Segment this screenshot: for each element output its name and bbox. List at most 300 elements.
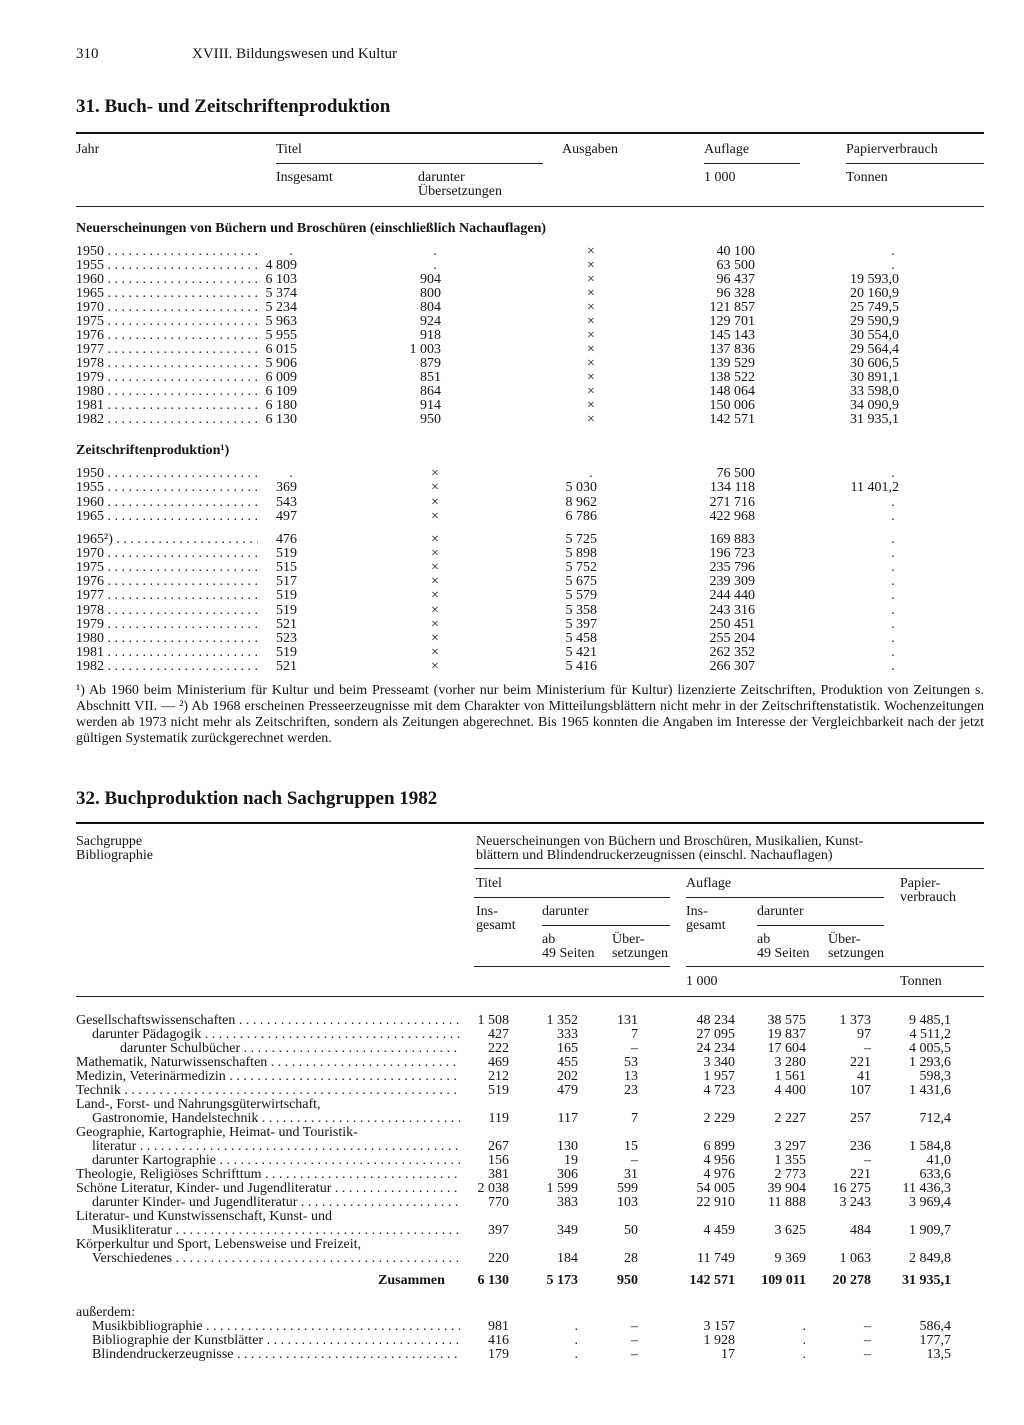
year-cell: 1982 . . . bbox=[76, 660, 258, 674]
year-cell: 1975 . . . bbox=[76, 315, 258, 329]
row-label: Körperkultur und Sport, Lebensweise und Freizeit, bbox=[76, 1237, 361, 1252]
row-label: darunter Pädagogik . . . bbox=[92, 1028, 460, 1041]
insgesamt-cell: 6 103 bbox=[265, 272, 297, 287]
value-cell: 39 904 bbox=[767, 1181, 806, 1196]
ausgaben-cell: × bbox=[587, 412, 595, 427]
value-cell: 9 369 bbox=[774, 1251, 806, 1266]
value-cell: 7 bbox=[631, 1111, 638, 1126]
year-cell: 1965 . . . bbox=[76, 510, 258, 524]
ausserdem-label: außerdem: bbox=[76, 1305, 136, 1320]
auflage-cell: 169 883 bbox=[709, 532, 755, 547]
total-cell: 20 278 bbox=[832, 1273, 871, 1288]
uebersetzungen-cell: × bbox=[431, 546, 439, 562]
span-line-2: blättern und Blindendruckerzeugnissen (einschl. Nachauflagen) bbox=[476, 848, 833, 863]
value-cell: 599 bbox=[617, 1181, 638, 1196]
auflage-cell: 138 522 bbox=[709, 370, 755, 385]
papier-cell: 30 891,1 bbox=[850, 370, 899, 385]
ausgaben-cell: × bbox=[587, 300, 595, 315]
table-row bbox=[0, 467, 1024, 481]
value-cell: 479 bbox=[557, 1083, 578, 1098]
table-row bbox=[0, 533, 1024, 547]
table-31-header-rule bbox=[76, 206, 984, 207]
value-cell: 9 485,1 bbox=[909, 1013, 951, 1028]
uebersetzungen-cell: × bbox=[431, 494, 439, 510]
year-cell: 1976 . . . bbox=[76, 329, 258, 343]
auflage-cell: 148 064 bbox=[709, 384, 755, 399]
value-cell: 349 bbox=[557, 1223, 578, 1238]
ausgaben-cell: 5 358 bbox=[565, 602, 597, 618]
unit-tonnen-32: Tonnen bbox=[900, 974, 942, 989]
value-cell: 11 888 bbox=[768, 1195, 806, 1210]
value-cell: 131 bbox=[617, 1013, 638, 1028]
papier-cell: 31 935,1 bbox=[850, 412, 899, 427]
value-cell: 54 005 bbox=[696, 1181, 735, 1196]
value-cell: 1 293,6 bbox=[909, 1055, 951, 1070]
uebersetzungen-cell: × bbox=[431, 532, 439, 547]
uebersetzungen-cell: × bbox=[431, 616, 439, 632]
table-row bbox=[0, 315, 1024, 329]
insgesamt-cell: 5 234 bbox=[265, 300, 297, 315]
row-label: Verschiedenes . . . bbox=[92, 1252, 460, 1265]
value-cell: 117 bbox=[557, 1111, 578, 1126]
ausgaben-cell: 5 030 bbox=[565, 480, 597, 496]
uebersetzungen-cell: × bbox=[431, 658, 439, 674]
value-cell: 24 234 bbox=[696, 1041, 735, 1056]
row-label: Medizin, Veterinärmedizin . . . bbox=[76, 1070, 460, 1083]
extra-value-cell: 177,7 bbox=[919, 1333, 951, 1348]
value-cell: 165 bbox=[557, 1041, 578, 1056]
table-row bbox=[0, 413, 1024, 427]
ausgaben-cell: 5 421 bbox=[565, 644, 597, 660]
titel-rule bbox=[276, 163, 543, 164]
insgesamt-cell: 6 180 bbox=[265, 398, 297, 413]
extra-value-cell: – bbox=[864, 1347, 871, 1362]
total-label: Zusammen bbox=[378, 1273, 445, 1288]
extra-value-cell: . bbox=[574, 1347, 578, 1362]
ausgaben-cell: 5 725 bbox=[565, 532, 597, 547]
total-cell: 5 173 bbox=[546, 1273, 578, 1288]
extra-value-cell: 17 bbox=[721, 1347, 735, 1362]
table-row bbox=[0, 273, 1024, 287]
insgesamt-cell: 5 955 bbox=[265, 328, 297, 343]
value-cell: 4 459 bbox=[703, 1223, 735, 1238]
value-cell: 333 bbox=[557, 1027, 578, 1042]
value-cell: – bbox=[631, 1153, 638, 1168]
col-jahr: Jahr bbox=[76, 142, 100, 157]
papier-cell: . bbox=[891, 560, 895, 576]
col-papier-32a: Papier- bbox=[900, 876, 941, 891]
total-cell: 950 bbox=[617, 1273, 638, 1288]
extra-value-cell: 1 928 bbox=[703, 1333, 735, 1348]
row-label: darunter Kartographie . . . bbox=[92, 1154, 460, 1167]
value-cell: 4 956 bbox=[703, 1153, 735, 1168]
value-cell: 103 bbox=[617, 1195, 638, 1210]
auflage-cell: 235 796 bbox=[709, 560, 755, 576]
insgesamt-cell: 519 bbox=[276, 602, 297, 618]
col-ab-aufl-2: 49 Seiten bbox=[757, 946, 810, 961]
value-cell: 770 bbox=[488, 1195, 509, 1210]
papier-cell: 30 606,5 bbox=[850, 356, 899, 371]
papier-cell: 29 564,4 bbox=[850, 342, 899, 357]
row-label: Musikliteratur . . . bbox=[92, 1224, 460, 1237]
value-cell: 2 038 bbox=[477, 1181, 509, 1196]
value-cell: 119 bbox=[488, 1111, 509, 1126]
papier-cell: . bbox=[891, 574, 895, 590]
table-32-top-rule bbox=[76, 822, 984, 824]
insgesamt-cell: 519 bbox=[276, 644, 297, 660]
uebersetzungen-cell: × bbox=[431, 508, 439, 524]
year-cell: 1955 . . . bbox=[76, 259, 258, 273]
papier-cell: . bbox=[891, 532, 895, 547]
value-cell: 11 436,3 bbox=[902, 1181, 951, 1196]
year-cell: 1965 . . . bbox=[76, 287, 258, 301]
table-row bbox=[0, 357, 1024, 371]
value-cell: 31 bbox=[624, 1167, 638, 1182]
value-cell: 397 bbox=[488, 1223, 509, 1238]
value-cell: 4 005,5 bbox=[909, 1041, 951, 1056]
value-cell: 3 280 bbox=[774, 1055, 806, 1070]
extra-value-cell: . bbox=[802, 1319, 806, 1334]
extra-value-cell: 416 bbox=[488, 1333, 509, 1348]
ausgaben-cell: × bbox=[587, 286, 595, 301]
auflage-cell: 262 352 bbox=[709, 644, 755, 660]
uebersetzungen-cell: × bbox=[431, 602, 439, 618]
total-cell: 31 935,1 bbox=[902, 1273, 951, 1288]
col-papier-32b: verbrauch bbox=[900, 890, 956, 905]
insgesamt-cell: 4 809 bbox=[265, 258, 297, 273]
span-line-1: Neuerscheinungen von Büchern und Broschüren, Musikalien, Kunst- bbox=[476, 834, 864, 849]
col-darunter: darunter bbox=[418, 170, 465, 185]
value-cell: 383 bbox=[557, 1195, 578, 1210]
auflage-cell: 244 440 bbox=[709, 588, 755, 604]
value-cell: 3 297 bbox=[774, 1139, 806, 1154]
insgesamt-cell: 6 009 bbox=[265, 370, 297, 385]
auflage-cell: 96 328 bbox=[716, 286, 755, 301]
insgesamt-cell: 521 bbox=[276, 658, 297, 674]
value-cell: 267 bbox=[488, 1139, 509, 1154]
insgesamt-cell: 5 374 bbox=[265, 286, 297, 301]
row-label: Technik . . . bbox=[76, 1084, 460, 1097]
year-cell: 1979 . . . bbox=[76, 618, 258, 632]
row-label: Land-, Forst- und Nahrungsgüterwirtschaft, bbox=[76, 1097, 321, 1112]
auflage-cell: 40 100 bbox=[716, 244, 755, 259]
value-cell: 2 773 bbox=[774, 1167, 806, 1182]
auflage-cell: 134 118 bbox=[710, 480, 755, 496]
value-cell: 3 340 bbox=[703, 1055, 735, 1070]
table-32-title: 32. Buchproduktion nach Sachgruppen 1982 bbox=[76, 788, 438, 809]
papier-cell: 33 598,0 bbox=[850, 384, 899, 399]
auflage-32-rule bbox=[686, 897, 884, 898]
papier-cell: . bbox=[891, 508, 895, 524]
section-books: Neuerscheinungen von Büchern und Broschüren (einschließlich Nachauflagen) bbox=[76, 221, 547, 236]
value-cell: 236 bbox=[850, 1139, 871, 1154]
table-row bbox=[0, 385, 1024, 399]
year-cell: 1970 . . . bbox=[76, 301, 258, 315]
extra-row-label: Bibliographie der Kunstblätter . . . bbox=[92, 1334, 460, 1347]
col-ins-aufl-1: Ins- bbox=[686, 904, 708, 919]
ausgaben-cell: . bbox=[589, 466, 593, 481]
uebersetzungen-cell: . bbox=[433, 258, 437, 273]
year-cell: 1955 . . . bbox=[76, 481, 258, 495]
value-cell: 19 bbox=[564, 1153, 578, 1168]
papier-cell: . bbox=[891, 658, 895, 674]
auflage-cell: 76 500 bbox=[716, 466, 755, 481]
row-label: Mathematik, Naturwissenschaften . . . bbox=[76, 1056, 460, 1069]
auflage-cell: 129 701 bbox=[709, 314, 755, 329]
year-cell: 1980 . . . bbox=[76, 385, 258, 399]
ausgaben-cell: 5 397 bbox=[565, 616, 597, 632]
table-row bbox=[0, 547, 1024, 561]
unit-tonnen: Tonnen bbox=[846, 170, 888, 185]
uebersetzungen-cell: 864 bbox=[420, 384, 441, 399]
value-cell: 1 599 bbox=[546, 1181, 578, 1196]
unit-aufl-32: 1 000 bbox=[686, 974, 718, 989]
table-32-header-rule bbox=[76, 996, 984, 997]
auflage-cell: 196 723 bbox=[709, 546, 755, 562]
row-label: darunter Kinder- und Jugendliteratur . . . bbox=[92, 1196, 460, 1209]
value-cell: 53 bbox=[624, 1055, 638, 1070]
value-cell: 1 431,6 bbox=[909, 1083, 951, 1098]
papier-cell: 25 749,5 bbox=[850, 300, 899, 315]
row-label: Schöne Literatur, Kinder- und Jugendliteratur . . . bbox=[76, 1182, 460, 1195]
col-sachgruppe: Sachgruppe bbox=[76, 834, 143, 849]
col-papierverbrauch: Papierverbrauch bbox=[846, 142, 938, 157]
papier-cell: 11 401,2 bbox=[850, 480, 899, 496]
value-cell: 4 976 bbox=[703, 1167, 735, 1182]
extra-value-cell: 3 157 bbox=[703, 1319, 735, 1334]
auflage-cell: 142 571 bbox=[709, 412, 755, 427]
year-cell: 1980 . . . bbox=[76, 632, 258, 646]
extra-value-cell: . bbox=[802, 1333, 806, 1348]
table-row bbox=[0, 399, 1024, 413]
year-cell: 1970 . . . bbox=[76, 547, 258, 561]
insgesamt-cell: 5 963 bbox=[265, 314, 297, 329]
auflage-cell: 250 451 bbox=[709, 616, 755, 632]
ausgaben-cell: 5 675 bbox=[565, 574, 597, 590]
ausgaben-cell: × bbox=[587, 370, 595, 385]
table-31-footnote: ¹) Ab 1960 beim Ministerium für Kultur und beim Presseamt (vorher nur beim Ministerium für Kultur) lizenzierte Zeitschriften, Produktion von Zeitungen s. Abschnitt VII. — ²) Ab 1968 erscheinen Presseerzeugnisse mit dem Charakter von Mitteilungsblättern nicht mehr in der Zeitschriftenstatistik. Wochenzeitungen werden ab 1973 nicht mehr als Zeitschriften, sondern als Zeitungen abgerechnet. Bis 1965 konnten die Angaben im Interesse der Vergleichbarkeit nach der jetzt gültigen Systematik zurückgerechnet werden. bbox=[76, 683, 984, 746]
papier-cell: . bbox=[891, 644, 895, 660]
col-ab-aufl-1: ab bbox=[757, 932, 771, 947]
year-cell: 1965²) . . . bbox=[76, 533, 258, 547]
value-cell: 17 604 bbox=[767, 1041, 806, 1056]
value-cell: 3 969,4 bbox=[909, 1195, 951, 1210]
insgesamt-cell: 519 bbox=[276, 588, 297, 604]
ausgaben-cell: 5 579 bbox=[565, 588, 597, 604]
value-cell: 1 957 bbox=[703, 1069, 735, 1084]
value-cell: 2 227 bbox=[774, 1111, 806, 1126]
total-cell: 142 571 bbox=[689, 1273, 735, 1288]
col-insgesamt: Insgesamt bbox=[276, 170, 333, 185]
uebersetzungen-cell: × bbox=[431, 588, 439, 604]
insgesamt-cell: 521 bbox=[276, 616, 297, 632]
value-cell: 16 275 bbox=[832, 1181, 871, 1196]
value-cell: – bbox=[864, 1041, 871, 1056]
value-cell: 1 373 bbox=[839, 1013, 871, 1028]
table-row bbox=[0, 618, 1024, 632]
uebersetzungen-cell: × bbox=[431, 644, 439, 660]
value-cell: 4 723 bbox=[703, 1083, 735, 1098]
value-cell: 15 bbox=[624, 1139, 638, 1154]
papier-cell: . bbox=[891, 466, 895, 481]
uebersetzungen-cell: × bbox=[431, 560, 439, 576]
value-cell: 11 749 bbox=[697, 1251, 735, 1266]
uebersetzungen-cell: 924 bbox=[420, 314, 441, 329]
extra-value-cell: . bbox=[574, 1333, 578, 1348]
col-ueber-aufl-1: Über- bbox=[828, 932, 861, 947]
value-cell: 2 229 bbox=[703, 1111, 735, 1126]
extra-value-cell: 13,5 bbox=[926, 1347, 951, 1362]
value-cell: 221 bbox=[850, 1167, 871, 1182]
value-cell: 19 837 bbox=[767, 1027, 806, 1042]
papier-cell: . bbox=[891, 546, 895, 562]
value-cell: 1 909,7 bbox=[909, 1223, 951, 1238]
value-cell: 4 400 bbox=[774, 1083, 806, 1098]
value-cell: 2 849,8 bbox=[909, 1251, 951, 1266]
extra-value-cell: 981 bbox=[488, 1319, 509, 1334]
papier-rule bbox=[846, 163, 984, 164]
insgesamt-cell: . bbox=[289, 244, 293, 259]
year-cell: 1977 . . . bbox=[76, 343, 258, 357]
table-row bbox=[0, 287, 1024, 301]
insgesamt-cell: . bbox=[289, 466, 293, 481]
papier-cell: 20 160,9 bbox=[850, 286, 899, 301]
row-label: Theologie, Religiöses Schrifttum . . . bbox=[76, 1168, 460, 1181]
col-titel: Titel bbox=[276, 142, 302, 157]
col-titel-32: Titel bbox=[476, 876, 502, 891]
ausgaben-cell: × bbox=[587, 398, 595, 413]
col-ueber-titel-1: Über- bbox=[612, 932, 645, 947]
table-row bbox=[0, 561, 1024, 575]
table-row bbox=[0, 632, 1024, 646]
extra-row-label: Blindendruckerzeugnisse . . . bbox=[92, 1348, 460, 1361]
table-row bbox=[0, 646, 1024, 660]
uebersetzungen-cell: × bbox=[431, 574, 439, 590]
ausgaben-cell: × bbox=[587, 244, 595, 259]
value-cell: 484 bbox=[850, 1223, 871, 1238]
value-cell: 306 bbox=[557, 1167, 578, 1182]
value-cell: 7 bbox=[631, 1027, 638, 1042]
value-cell: 48 234 bbox=[696, 1013, 735, 1028]
page-number: 310 bbox=[76, 46, 99, 62]
year-cell: 1975 . . . bbox=[76, 561, 258, 575]
insgesamt-cell: 6 015 bbox=[265, 342, 297, 357]
uebersetzungen-cell: × bbox=[431, 630, 439, 646]
insgesamt-cell: 517 bbox=[276, 574, 297, 590]
row-label: Gesellschaftswissenschaften . . . bbox=[76, 1014, 460, 1027]
value-cell: 427 bbox=[488, 1027, 509, 1042]
year-cell: 1960 . . . bbox=[76, 273, 258, 287]
titel-32-rule bbox=[474, 897, 670, 898]
uebersetzungen-cell: 800 bbox=[420, 286, 441, 301]
total-cell: 109 011 bbox=[761, 1273, 806, 1288]
col-ueber-titel-2: setzungen bbox=[612, 946, 668, 961]
col-auflage: Auflage bbox=[704, 142, 750, 157]
year-cell: 1950 . . . bbox=[76, 245, 258, 259]
insgesamt-cell: 369 bbox=[276, 480, 297, 496]
col-ins-aufl-2: gesamt bbox=[686, 918, 726, 933]
auflage-cell: 63 500 bbox=[716, 258, 755, 273]
table-31-title: 31. Buch- und Zeitschriftenproduktion bbox=[76, 96, 391, 117]
row-label: darunter Schulbücher . . . bbox=[120, 1042, 460, 1055]
year-cell: 1982 . . . bbox=[76, 413, 258, 427]
value-cell: 4 511,2 bbox=[909, 1027, 951, 1042]
table-row bbox=[0, 245, 1024, 259]
table-row bbox=[0, 329, 1024, 343]
value-cell: 381 bbox=[488, 1167, 509, 1182]
col-ab-titel-2: 49 Seiten bbox=[542, 946, 595, 961]
uebersetzungen-cell: 904 bbox=[420, 272, 441, 287]
year-cell: 1981 . . . bbox=[76, 399, 258, 413]
value-cell: 28 bbox=[624, 1251, 638, 1266]
uebersetzungen-cell: 804 bbox=[420, 300, 441, 315]
value-cell: 220 bbox=[488, 1251, 509, 1266]
darunter-titel-rule bbox=[542, 925, 670, 926]
papier-cell: 29 590,9 bbox=[850, 314, 899, 329]
ausgaben-cell: 5 898 bbox=[565, 546, 597, 562]
insgesamt-cell: 543 bbox=[276, 494, 297, 510]
table-row bbox=[0, 660, 1024, 674]
value-cell: 184 bbox=[557, 1251, 578, 1266]
row-label: Literatur- und Kunstwissenschaft, Kunst- und bbox=[76, 1209, 332, 1224]
auflage-cell: 422 968 bbox=[709, 508, 755, 524]
row-label: Geographie, Kartographie, Heimat- und Touristik- bbox=[76, 1125, 358, 1140]
ausgaben-cell: 5 416 bbox=[565, 658, 597, 674]
ausgaben-cell: × bbox=[587, 328, 595, 343]
ausgaben-cell: × bbox=[587, 258, 595, 273]
uebersetzungen-cell: × bbox=[431, 480, 439, 496]
auflage-cell: 139 529 bbox=[709, 356, 755, 371]
col-darunter-aufl: darunter bbox=[757, 904, 804, 919]
unit-rule-left bbox=[474, 966, 670, 967]
value-cell: 222 bbox=[488, 1041, 509, 1056]
insgesamt-cell: 6 130 bbox=[265, 412, 297, 427]
extra-value-cell: . bbox=[802, 1347, 806, 1362]
value-cell: 41,0 bbox=[926, 1153, 951, 1168]
extra-value-cell: 586,4 bbox=[919, 1319, 951, 1334]
table-row bbox=[0, 343, 1024, 357]
value-cell: 3 243 bbox=[839, 1195, 871, 1210]
insgesamt-cell: 6 109 bbox=[265, 384, 297, 399]
papier-cell: . bbox=[891, 258, 895, 273]
value-cell: 202 bbox=[557, 1069, 578, 1084]
insgesamt-cell: 497 bbox=[276, 508, 297, 524]
papier-cell: . bbox=[891, 494, 895, 510]
ausgaben-cell: 8 962 bbox=[565, 494, 597, 510]
value-cell: 633,6 bbox=[919, 1167, 951, 1182]
ausgaben-cell: × bbox=[587, 384, 595, 399]
table-row bbox=[0, 481, 1024, 495]
ausgaben-cell: × bbox=[587, 314, 595, 329]
ausgaben-cell: 5 752 bbox=[565, 560, 597, 576]
row-label: literatur . . . bbox=[92, 1140, 460, 1153]
extra-value-cell: – bbox=[864, 1333, 871, 1348]
col-auflage-32: Auflage bbox=[686, 876, 732, 891]
value-cell: 1 063 bbox=[839, 1251, 871, 1266]
value-cell: 212 bbox=[488, 1069, 509, 1084]
papier-cell: . bbox=[891, 588, 895, 604]
value-cell: – bbox=[631, 1041, 638, 1056]
papier-cell: . bbox=[891, 630, 895, 646]
value-cell: 97 bbox=[857, 1027, 871, 1042]
insgesamt-cell: 476 bbox=[276, 532, 297, 547]
year-cell: 1981 . . . bbox=[76, 646, 258, 660]
value-cell: 1 355 bbox=[774, 1153, 806, 1168]
section-journals: Zeitschriftenproduktion¹) bbox=[76, 443, 230, 458]
col-ab-titel-1: ab bbox=[542, 932, 556, 947]
auflage-cell: 255 204 bbox=[709, 630, 755, 646]
row-label: Gastronomie, Handelstechnik . . . bbox=[92, 1112, 460, 1125]
